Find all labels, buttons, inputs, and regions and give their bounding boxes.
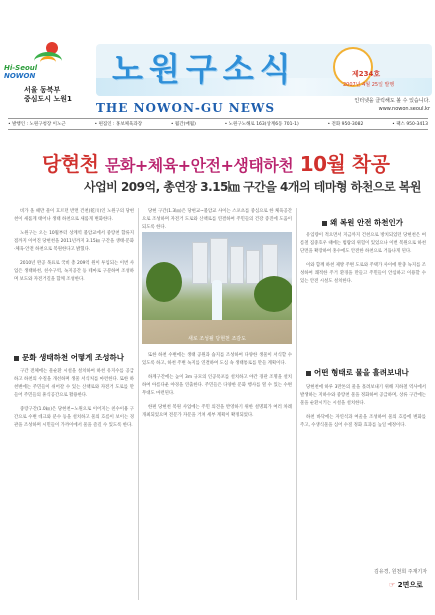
english-title: THE NOWON-GU NEWS — [96, 101, 276, 115]
bullet-icon — [306, 371, 311, 376]
byline: 김유경, 원천희 주재기자 — [374, 569, 428, 575]
paragraph: 한편 당현천 복원 사업에는 주민 의견을 반영하기 위한 설명회가 여러 차례 개최되었으며 전문가 자문을 거쳐 세부 계획이 확정되었다. — [142, 405, 292, 418]
bullet-icon — [322, 221, 327, 226]
photo-caption: 새로 조성될 당현천 조감도 — [188, 336, 246, 342]
address-info: • 노원구노해로 163(상계6동 701-1) — [224, 122, 299, 127]
continued-page-link[interactable]: ☞ 2면으로 — [389, 581, 423, 589]
paragraph: 이와 함께 하천 제방 주변 도로와 주택가 사이에 완충 녹지를 조성하여 쾌적한 주거 환경을 만들고 주민들이 안심하고 이용할 수 있는 안전 시설도 설치한다. — [300, 263, 426, 284]
paragraph: 당현 구간(1.3㎞)은 당현교~불암교 사이는 스포츠를 중심으로 한 체육공간으로 조성하며 자전거 도로와 산책로를 연결하여 주민들의 건강 증진에 도움이 되도록 한다. — [142, 209, 292, 230]
section-heading: 어떤 형태로 물을 흘려보내나 — [306, 367, 409, 378]
newsletter-title: 노원구소식 — [112, 50, 297, 88]
brand-text: Hi-Seoul NOWON — [4, 64, 38, 80]
frequency-info: • 월간(매월) — [170, 122, 196, 127]
paragraph: 또한 하천 수변에는 생태 공원과 습지를 조성하여 다양한 생물이 서식할 수 있도록 하고, 하천 주변 녹지를 연결하여 도심 속 생태통로를 만들 계획이다. — [142, 353, 292, 366]
issue-number: 제234호 — [352, 70, 381, 78]
article-column-1b — [14, 368, 134, 436]
fax-info: • 팩스 950-3413 — [392, 122, 428, 127]
article-column-2b — [142, 352, 292, 426]
masthead — [0, 0, 435, 138]
main-headline: 당현천 문화+체육+안전+생태하천 10월 착공 — [42, 152, 390, 176]
paragraph: 구간 전체에는 물순환 시설을 설치하여 하천 유지수를 공급하고 하천의 수질을 개선하며 생물 서식처를 마련한다. 또한 하천변에는 주민들이 쉬어갈 수 있는 산책로와 자전거 도로를 만들어 주민들의 휴식공간으로 활용한다. — [14, 369, 134, 398]
pointing-hand-icon: ☞ — [389, 581, 396, 589]
paragraph: 유입량이 적으면서 지금까지 건천으로 방치되었던 당현천은 여름철 집중호우 때에는 범람의 위험이 있었으나 이번 복원으로 하천 단면을 확장하여 홍수에도 안전한 하천으로 거듭나게 된다. — [300, 233, 426, 254]
phone-info: • 전화 950-3082 — [327, 122, 364, 127]
article-column-3 — [300, 232, 426, 292]
article-column-3b — [300, 384, 426, 436]
issue-date: 2007년 4월 25일 발행 — [343, 82, 395, 88]
section-heading: 문화 생태하천 어떻게 조성하나 — [14, 352, 124, 363]
column-divider — [138, 208, 139, 600]
paragraph: 하천 바닥에는 자연석과 여울을 조성하여 물의 흐름에 변화를 주고, 수생식물을 심어 수질 정화 효과를 높일 예정이다. — [300, 415, 426, 428]
publication-info-bar — [8, 118, 428, 130]
paragraph: 당현천에 하루 3만톤의 물을 흘려보내기 위해 지하철 역사에서 발생하는 지하수와 중랑천 물을 정화하여 공급하며, 상류 구간에는 물을 순환시키는 시설을 설치한다. — [300, 385, 426, 406]
web-slogan: 인터넷을 클릭해도 볼 수 있습니다. www.nowon.seoul.kr — [354, 98, 430, 112]
article-column-1 — [14, 208, 134, 290]
editor-info: • 편집인 : 홍보체육과장 — [94, 122, 143, 127]
publisher-info: • 발행인 : 노원구청장 이노근 — [8, 122, 66, 127]
paragraph: 2010년 완공 목표로 국비 총 209억 원이 투입되는 이번 사업은 생태하천, 친수구역, 녹지공간 등 테마로 구분하여 조성하며 보도와 자전거길을 함께 조성한다. — [14, 261, 134, 282]
paragraph: 노원구는 오는 10월부터 상계역 불암교에서 중랑천 합류지점까지 이어진 당현천을 2011년까지 3.15㎞ 구간을 생태·문화·체육·안전 하천으로 복원한다고 밝혔다. — [14, 231, 134, 252]
subheadline: 사업비 209억, 총연장 3.15㎞ 구간을 4개의 테마형 하천으로 복원 — [84, 180, 421, 194]
section-heading: 왜 복원 안전 하천인가 — [322, 217, 403, 228]
district-tagline: 서울 동북부 중심도시 노원1 — [24, 86, 72, 103]
paragraph: 중랑구간(1.0㎞)은 당현천~노원으로 이어지는 친수이용 구간으로 수변 데크와 분수 등을 설치하고 물의 흐름이 보이는 경관을 조성하며 시민들이 가까이에서 물을 즐길 수 있도록 한다. — [14, 407, 134, 428]
stream-rendering-photo — [142, 232, 292, 344]
paragraph: 비가 올 때만 물이 흐르던 반면 건천(乾川)인 노원구의 당현천이 새롭게 태어나 생태 하천으로 새롭게 변화한다. — [14, 209, 134, 222]
bullet-icon — [14, 356, 19, 361]
column-divider — [296, 208, 297, 600]
paragraph: 하계구간에는 높이 3m 규모의 인공폭포를 설치하고 야간 경관 조명을 설치하여 아름다운 야경을 연출한다. 주민들은 다양한 문화 행사를 열 수 있는 수변 무대도 마련된다. — [142, 375, 292, 396]
